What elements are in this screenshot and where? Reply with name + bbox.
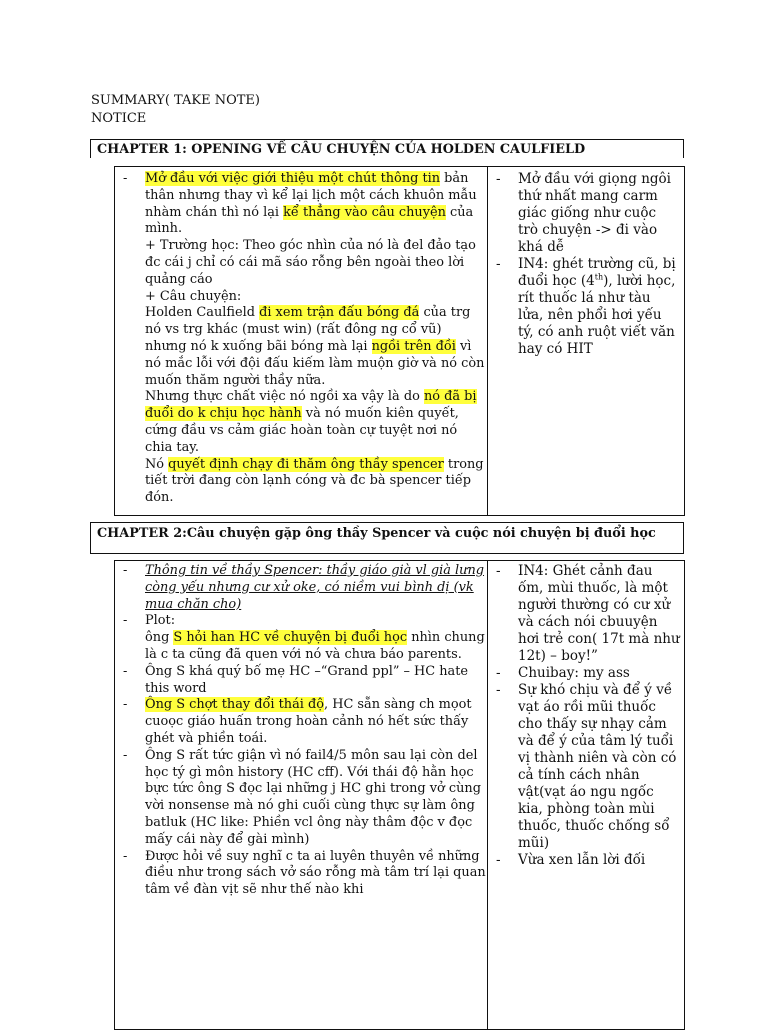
- text: Nhưng thực chất việc nó ngồi xa vậy là do: [145, 389, 424, 405]
- chapter2-table: [114, 560, 685, 1030]
- highlight: S hỏi han HC về chuyện bị đuổi học: [173, 630, 408, 646]
- text: + Câu chuyện:: [145, 288, 242, 304]
- chapter2-title-box: [90, 522, 684, 554]
- highlight: quyết định chạy đi thăm ông thầy spencer: [168, 456, 444, 472]
- chapter1-table: [114, 166, 685, 516]
- list-item: - IN4: Ghét cảnh đau ốm, mùi thuốc, là một người thường có cư xử và cách nói cbuuyện hơi trẻ con( 17t mà như 12t) – boy!”: [488, 563, 680, 665]
- text: + Trường học: Theo góc nhìn của nó là đel đảo tạo đc cái j chỉ có cái mã sáo rỗng bên ngoài theo lời quảng cáo: [145, 238, 476, 287]
- list-item: - Vừa xen lẫn lời đối: [488, 852, 680, 869]
- list-item: - Được hỏi về suy nghĩ c ta ai luyên thuyên về những điều như trong sách vở sáo rỗng mà tâm trí lại quan tâm về đàn vịt sẽ như thế nào khi: [115, 849, 487, 899]
- highlight: nó đã bị đuổi do k chịu học hành: [145, 389, 477, 422]
- text: ông: [145, 630, 174, 646]
- list-item: - Sự khó chịu và để ý về vạt áo rồi mũi thuốc cho thấy sự nhạy cảm và để ý của tâm lý tuổi vị thành niên và còn có cả tính cách nhân vật(vạt áo ngu ngốc kia, phòng toàn mùi thuốc, thuốc chống sổ mũi): [488, 682, 680, 852]
- chapter1-title-box: [90, 139, 684, 158]
- text: trong tiết trời đang còn lạnh cóng và đc bà spencer tiếp đón.: [145, 456, 484, 506]
- list-item: [115, 613, 487, 663]
- highlight: Ông S chợt thay đổi thái độ: [145, 697, 325, 713]
- text: Nó: [145, 456, 169, 472]
- chapter2-main-list: [115, 561, 487, 899]
- list-item: - Ông S khá quý bố mẹ HC –“Grand ppl” – HC hate this word: [115, 664, 487, 698]
- text: của trg nó vs trg khác (must win) (rất đông ng cổ vũ) nhưng nó k xuống bãi bóng mà lại: [145, 305, 471, 354]
- summary-heading: SUMMARY( TAKE NOTE): [91, 93, 260, 108]
- list-item: - Ông S rất tức giận vì nó fail4/5 môn sau lại còn del học tý gì môn history (HC cff). Với thái độ hằn học bực tức ông S đọc lại những j HC ghi trong vở cùng vời nonsense mà nó ghi cuối cùng thực sự làm ông batluk (HC like: Phiền vcl ông này thâm độc v đọc mấy cái này để gài mình): [115, 748, 487, 849]
- chapter1-main-list: [115, 167, 487, 507]
- text: ), lười học, rít thuốc lá như tàu lửa, nên phổi hơi yếu tý, có anh ruột viết văn hay có HIT: [518, 273, 676, 357]
- chapter2-title: CHAPTER 2:Câu chuyện gặp ông thầy Spencer và cuộc nói chuyện bị đuổi học: [97, 526, 656, 541]
- text: bản thân nhưng thay vì kể lại lịch một cách khuôn mẫu nhàm chán thì nó lại: [145, 171, 477, 220]
- text: và nó muốn kiên quyết, cứng đầu vs cảm giác hoàn toàn cự tuyệt nơi nó chia tay.: [145, 406, 459, 455]
- text: Thông tin về thầy Spencer: thầy giáo già vl già lưng còng yếu nhưng cư xử oke, có niềm vui bình dị (vk mua chăn cho): [145, 563, 485, 612]
- chapter1-side-cell: [488, 167, 685, 516]
- text: vì nó mắc lỗi với đội đấu kiếm làm muộn giờ và nó còn muốn thăm người thầy nữa.: [145, 338, 485, 388]
- highlight: ngồi trên đồi: [371, 338, 456, 354]
- text: Plot:: [145, 613, 176, 629]
- list-item: - Chuibay: my ass: [488, 665, 680, 682]
- highlight: Mở đầu với việc giới thiệu một chút thông tin: [145, 171, 441, 186]
- text: IN4: ghét trường cũ, bị đuổi học (4: [518, 256, 676, 289]
- list-item: [115, 563, 487, 613]
- text: Holden Caulfield: [145, 305, 260, 321]
- highlight: đi xem trận đấu bóng đá: [259, 305, 420, 321]
- list-item: [115, 171, 487, 507]
- chapter1-main-cell: [115, 167, 488, 516]
- text: của mình.: [145, 204, 474, 237]
- chapter1-side-list: [488, 167, 684, 358]
- chapter2-side-list: [488, 561, 684, 869]
- list-item: - Mở đầu với giọng ngôi thứ nhất mang carm giác giống như cuộc trò chuyện -> đi vào khá dễ: [488, 171, 680, 256]
- chapter1-title: CHAPTER 1: OPENING VỀ CÂU CHUYỆN CỦA HOLDEN CAULFIELD: [97, 142, 586, 157]
- highlight: kể thẳng vào câu chuyện: [283, 204, 446, 220]
- text: nhìn chung là c ta cũng đã quen với nó và chưa báo parents.: [145, 630, 485, 662]
- list-item: [488, 256, 680, 358]
- text: , HC sẵn sàng ch mọot cuoọc giáo huấn trong hoàn cảnh nó hết sức thấy ghét và phiền toái.: [145, 697, 472, 746]
- chapter2-side-cell: [488, 561, 685, 1030]
- chapter2-main-cell: [115, 561, 488, 1030]
- superscript: th: [594, 272, 604, 282]
- list-item: [115, 697, 487, 747]
- notice-heading: NOTICE: [91, 111, 147, 126]
